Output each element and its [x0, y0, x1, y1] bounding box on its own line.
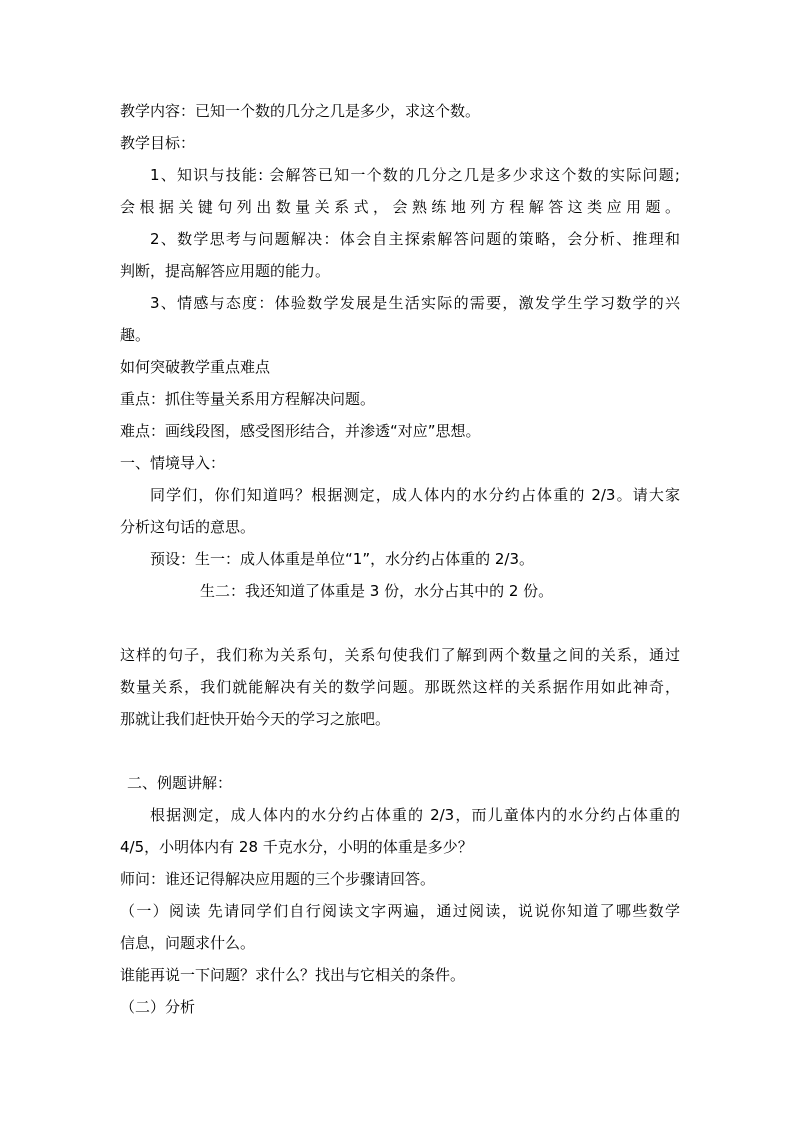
example-problem-line-1: 根据测定，成人体内的水分约占体重的 2/3，而儿童体内的水分约占体重的 [150, 806, 680, 824]
difficulty-line: 难点：画线段图，感受图形结合，并渗透“对应”思想。 [120, 422, 481, 440]
prediction-line-1: 预设：生一：成人体重是单位“1”，水分约占体重的 2/3。 [150, 550, 534, 568]
example-problem-line-2: 4/5，小明体内有 28 千克水分，小明的体重是多少？ [120, 838, 473, 856]
relation-paragraph-line-1: 这样的句子，我们称为关系句，关系句使我们了解到两个数量之间的关系，通过 [120, 646, 680, 664]
intro-paragraph-line-1: 同学们，你们知道吗？根据测定，成人体内的水分约占体重的 2/3。请大家 [150, 486, 680, 504]
restate-question-line: 谁能再说一下问题？求什么？找出与它相关的条件。 [120, 966, 466, 984]
relation-paragraph-line-3: 那就让我们赶快开始今天的学习之旅吧。 [120, 710, 391, 728]
step-1-reading-line-2: 信息，问题求什么。 [120, 934, 256, 952]
section-2-heading: 二、例题讲解： [127, 774, 233, 792]
prediction-line-2: 生二：我还知道了体重是 3 份，水分占其中的 2 份。 [200, 582, 554, 600]
teacher-question-line: 师问：谁还记得解决应用题的三个步骤请回答。 [120, 870, 436, 888]
goal-1-line-1: 1、知识与技能: 会解答已知一个数的几分之几是多少求这个数的实际问题; [150, 166, 680, 184]
relation-paragraph-line-2: 数量关系，我们就能解决有关的数学问题。那既然这样的关系据作用如此神奇， [120, 678, 680, 696]
intro-paragraph-line-2: 分析这句话的意思。 [120, 518, 256, 536]
goal-2-line-1: 2、数学思考与问题解决：体会自主探索解答问题的策略，会分析、推理和 [150, 230, 680, 248]
teaching-goals-heading: 教学目标： [120, 134, 196, 152]
step-1-reading-line-1: （一）阅读 先请同学们自行阅读文字两遍，通过阅读，说说你知道了哪些数学 [120, 902, 680, 920]
goal-2-line-2: 判断，提高解答应用题的能力。 [120, 262, 331, 280]
key-difficulty-heading: 如何突破教学重点难点 [120, 358, 271, 376]
goal-3-line-1: 3、情感与态度：体验数学发展是生活实际的需要，激发学生学习数学的兴 [150, 294, 680, 312]
key-point-line: 重点：抓住等量关系用方程解决问题。 [120, 390, 376, 408]
step-2-analysis-line: （二）分析 [120, 998, 196, 1016]
goal-3-line-2: 趣。 [120, 326, 151, 344]
teaching-content-line: 教学内容：已知一个数的几分之几是多少，求这个数。 [120, 102, 481, 120]
section-1-heading: 一、情境导入： [120, 454, 226, 472]
goal-1-line-2: 会根据关键句列出数量关系式，会熟练地列方程解答这类应用题。 [120, 198, 680, 216]
